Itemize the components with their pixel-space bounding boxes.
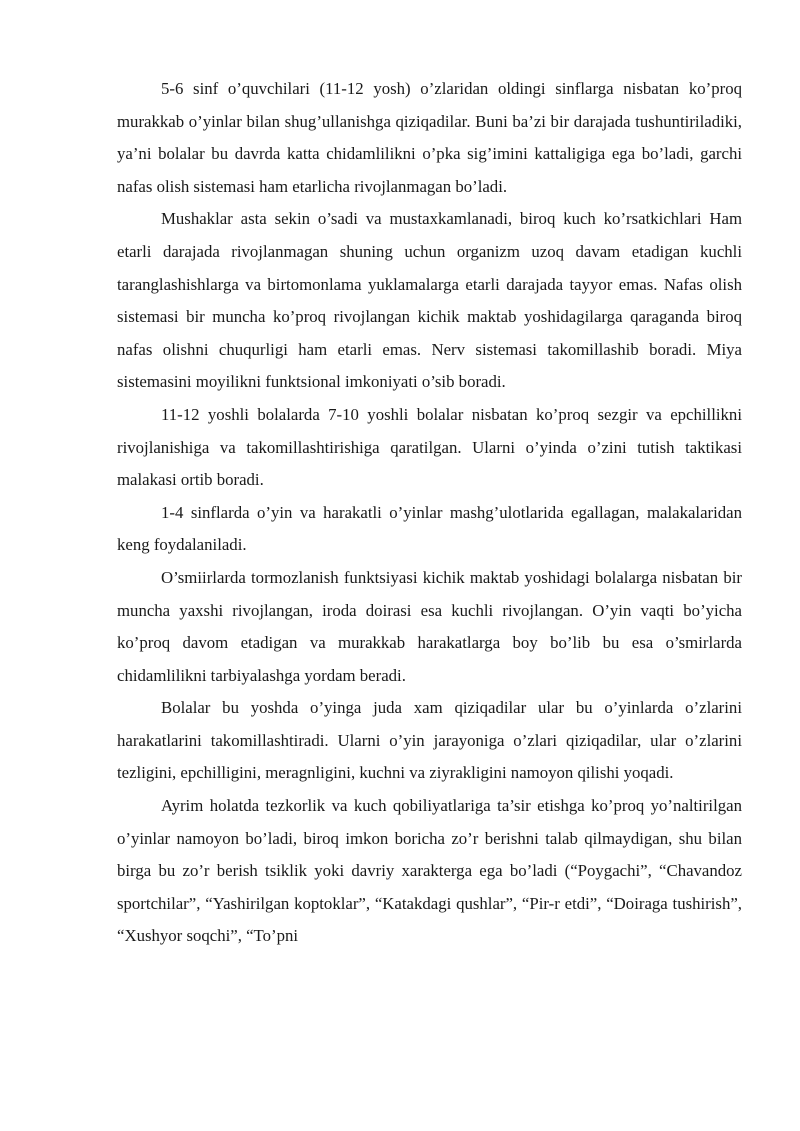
paragraph-4: 1-4 sinflarda o’yin va harakatli o’yinlar mashg’ulotlarida egallagan, malakalaridan keng foydalaniladi. — [117, 502, 742, 555]
paragraph-1: 5-6 sinf o’quvchilari (11-12 yosh) o’zlaridan oldingi sinflarga nisbatan ko’proq murakkab o’yinlar bilan shug’ullanishga qiziqadilar. Buni ba’zi bir darajada tushuntiriladiki, ya’ni bolalar bu davrda katta chidamlilikni o’pka sig’imini kattaligiga ega bo’ladi, garchi nafas olish sistemasi ham etarlicha rivojlanmagan bo’ladi. — [117, 79, 742, 196]
paragraph-7: Ayrim holatda tezkorlik va kuch qobiliyatlariga ta’sir etishga ko’proq yo’naltirilgan o’yinlar namoyon bo’ladi, biroq imkon boricha zo’r berishni talab qilmaydigan, shu bilan birga bu zo’r berish tsiklik yoki davriy xarakterga ega bo’ladi (“Poygachi”, “Chavandoz sportchilar”, “Yashirilgan koptoklar”, “Katakdagi qushlar”, “Pir-r etdi”, “Doiraga tushirish”, “Xushyor soqchi”, “To’pni — [117, 796, 742, 946]
paragraph-6: Bolalar bu yoshda o’yinga juda xam qiziqadilar ular bu o’yinlarda o’zlarini harakatlarini takomillashtiradi. Ularni o’yin jarayoniga o’zlari qiziqadilar, ular o’zlarini tezligini, epchilligini, meragnligini, kuchni va ziyrakligini namoyon qilishi yoqadi. — [117, 698, 742, 783]
body-text — [117, 73, 742, 953]
paragraph-5: O’smiirlarda tormozlanish funktsiyasi kichik maktab yoshidagi bolalarga nisbatan bir muncha yaxshi rivojlangan, iroda doirasi esa kuchli rivojlangan. O’yin vaqti bo’yicha ko’proq davom etadigan va murakkab harakatlarga boy bo’lib bu esa o’smirlarda chidamlilikni tarbiyalashga yordam beradi. — [117, 567, 742, 685]
paragraph-2: Mushaklar asta sekin o’sadi va mustaxkamlanadi, biroq kuch ko’rsatkichlari Ham etarli darajada rivojlanmagan shuning uchun organizm uzoq davam etadigan kuchli taranglashishlarga va birtomonlama yuklamalarga etarli darajada tayyor emas. Nafas olish sistemasi bir muncha ko’proq rivojlangan kichik maktab yoshidagilarga qaraganda biroq nafas olishni chuqurligi ham etarli emas. Nerv sistemasi takomillashib boradi. Miya sistemasini moyilikni funktsional imkoniyati o’sib boradi. — [117, 209, 742, 392]
paragraph-3: 11-12 yoshli bolalarda 7-10 yoshli bolalar nisbatan ko’proq sezgir va epchillikni rivojlanishiga va takomillashtirishiga qaratilgan. Ularni o’yinda o’zini tutish taktikasi malakasi ortib boradi. — [117, 404, 742, 490]
